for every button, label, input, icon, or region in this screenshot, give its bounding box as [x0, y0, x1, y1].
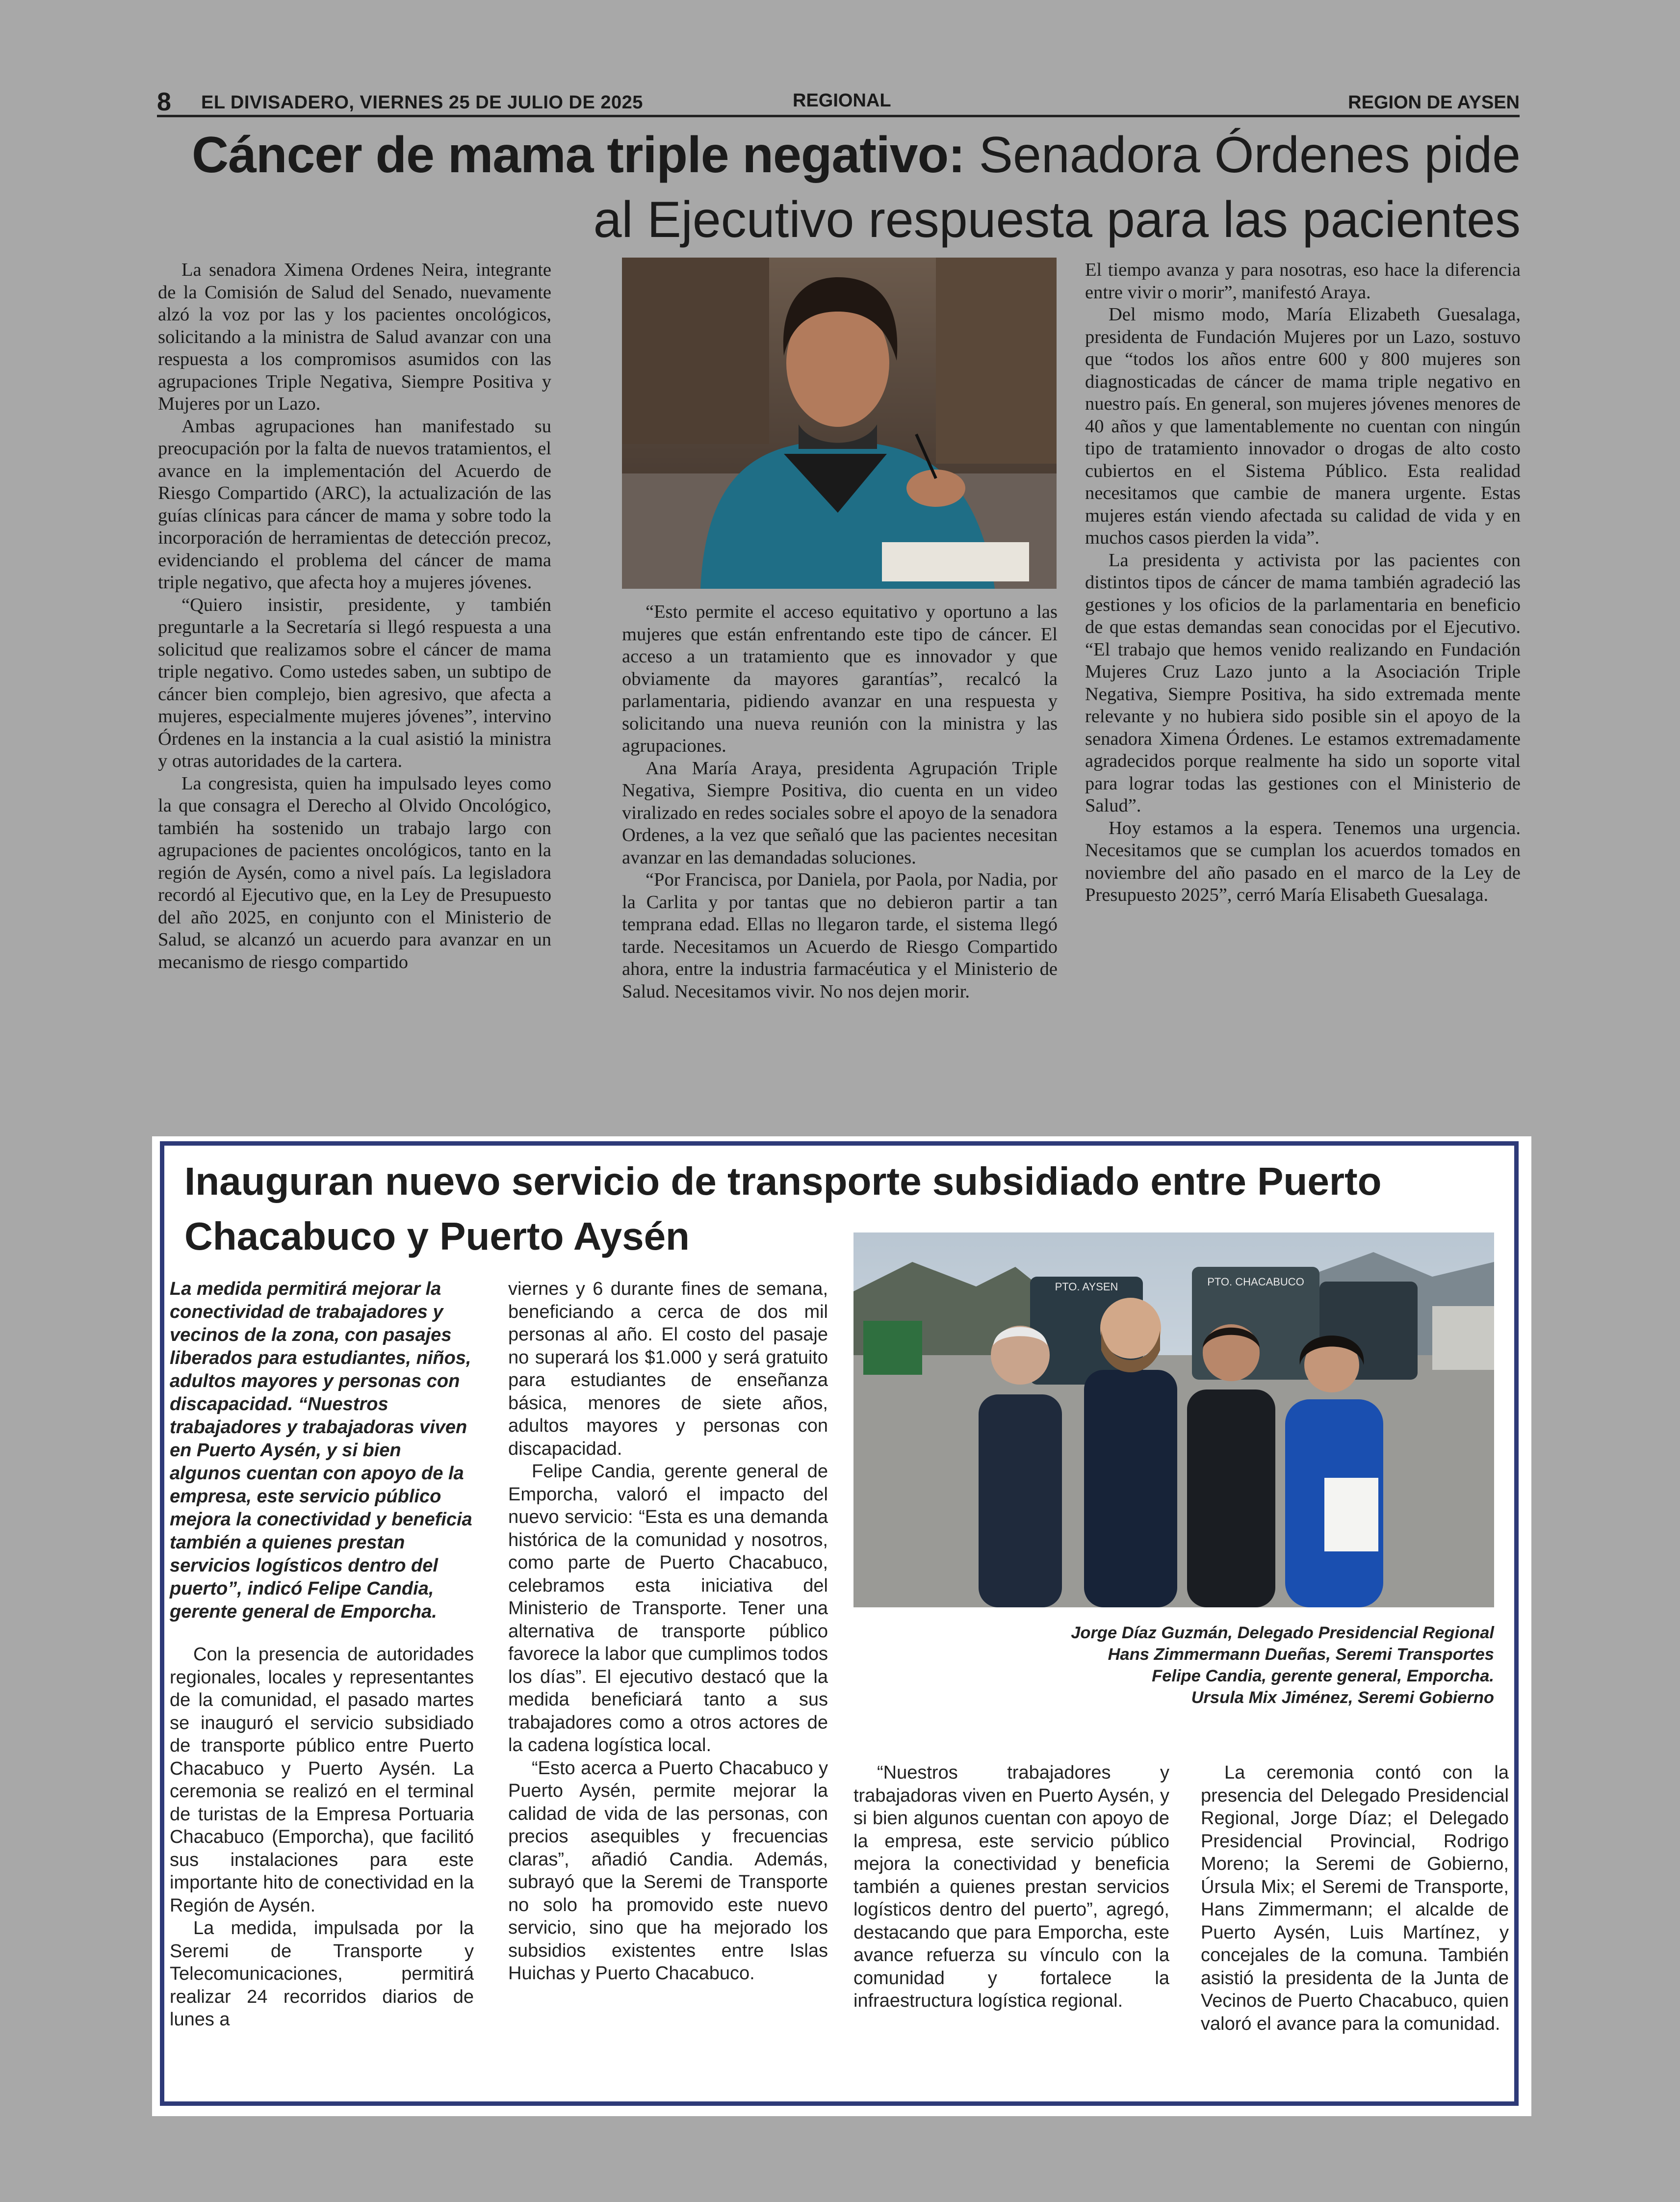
senator-photo: [622, 258, 1057, 589]
photo-caption: [853, 1622, 1494, 1708]
article1-column-1: [158, 259, 551, 973]
article2-column-1: [170, 1278, 474, 2031]
paragraph: Ambas agrupaciones han manifestado su preocupación por la falta de nuevos tratamientos, el avance en la implementación del Acuerdo de Riesgo Compartido (ARC), la actualización de las guías clínicas para cáncer de mama y sobre todo la incorporación de herramientas de detección precoz, evidenciando el problema del cáncer de mama triple negativo, que afecta hoy a mujeres jóvenes.: [158, 416, 551, 593]
paragraph: La medida, impulsada por la Seremi de Transporte y Telecomunicaciones, permitirá realizar 24 recorridos diarios de lunes a: [170, 1918, 474, 2030]
paragraph: “Por Francisca, por Daniela, por Paola, por Nadia, por la Carlita y por tantas que no debieron partir a tan temprana edad. Ellas no llegaron tarde, el sistema llegó tarde. Necesitamos un Acuerdo de Riesgo Compartido ahora, entre la industria farmacéutica y el Ministerio de Salud. Necesitamos vivir. No nos dejen morir.: [622, 869, 1058, 1002]
caption-line: Hans Zimmermann Dueñas, Seremi Transportes: [1108, 1645, 1494, 1664]
paragraph: El tiempo avanza y para nosotras, eso hace la diferencia entre vivir o morir”, manifestó Araya.: [1085, 260, 1521, 303]
inauguration-photo-illustration: [853, 1232, 1494, 1607]
paragraph: Con la presencia de autoridades regionales, locales y representantes de la comunidad, el pasado martes se inauguró el servicio subsidiado de transporte público entre Puerto Chacabuco y Puerto Aysén. La ceremonia se realizó en el terminal de turistas de la Empresa Portuaria Chacabuco (Emporcha), que facilitó sus instalaciones para este importante hito de conectividad en la Región de Aysén.: [170, 1644, 474, 1916]
article1-headline-rest: Senadora Órdenes pide al Ejecutivo respuesta para las pacientes: [593, 127, 1521, 248]
paragraph: viernes y 6 durante fines de semana, beneficiando a cerca de dos mil personas al año. El costo del pasaje no superará los $1.000 y será gratuito para estudiantes de enseñanza básica, menores de siete años, adultos mayores y personas con discapacidad.: [508, 1279, 828, 1459]
paragraph: Felipe Candia, gerente general de Emporcha, valoró el impacto del nuevo servicio: “Esta es una demanda histórica de la comunidad y nosotros, como parte de Puerto Chacabuco, celebramos esta iniciativa del Ministerio de Transporte. Tener una alternativa de transporte público favorece la labor que cumplimos todos los días”. El ejecutivo destacó que la medida beneficiará tanto a sus trabajadores como a otros actores de la cadena logística local.: [508, 1461, 828, 1756]
article2-headline: Inauguran nuevo servicio de transporte subsidiado entre Puerto Chacabuco y Puerto Aysén: [184, 1159, 1382, 1258]
paragraph: “Esto acerca a Puerto Chacabuco y Puerto Aysén, permite mejorar la calidad de vida de las personas, con precios asequibles y frecuencias claras”, añadió Candia. Además, subrayó que la Seremi de Transporte no solo ha promovido este nuevo servicio, sino que ha mejorado los subsidios existentes entre Islas Huichas y Puerto Chacabuco.: [508, 1757, 828, 1984]
paragraph: La presidenta y activista por las pacientes con distintos tipos de cáncer de mama también agradeció las gestiones y los oficios de la parlamentaria en beneficio de que estas demandas sean conocidas por el Ejecutivo. “El trabajo que hemos venido realizando en Fundación Mujeres Cruz Lazo junto a la Asociación Triple Negativa, Siempre Positiva, ha sido extremada mente relevante y no hubiera sido posible sin el apoyo de la senadora Ximena Órdenes. Le estamos extremadamente agradecidos porque realmente ha sido un soporte vital para lograr todas las gestiones con el Ministerio de Salud”.: [1085, 550, 1521, 816]
senator-photo-illustration: [622, 258, 1057, 589]
section-name: REGIONAL: [793, 90, 891, 111]
paragraph: Hoy estamos a la espera. Tenemos una urgencia. Necesitamos que se cumplan los acuerdos tomados en noviembre del año pasado en el marco de la Ley de Presupuesto 2025”, cerró María Elisabeth Guesalaga.: [1085, 817, 1521, 905]
inauguration-photo: [853, 1232, 1494, 1607]
article2-lead: La medida permitirá mejorar la conectividad de trabajadores y vecinos de la zona, con pasajes liberados para estudiantes, niños, adultos mayores y personas con discapacidad. “Nuestros trabajadores y trabajadoras viven en Puerto Aysén, y si bien algunos cuentan con apoyo de la empresa, este servicio público mejora la conectividad y beneficia también a quienes prestan servicios logísticos dentro del puerto”, indicó Felipe Candia, gerente general de Emporcha.: [170, 1279, 472, 1622]
paragraph: La ceremonia contó con la presencia del Delegado Presidencial Regional, Jorge Díaz; el Delegado Presidencial Provincial, Rodrigo Moreno; la Seremi de Gobierno, Úrsula Mix; el Seremi de Transporte, Hans Zimmermann; el alcalde de Puerto Aysén, Luis Martínez, y concejales de la comuna. También asistió la presidenta de la Junta de Vecinos de Puerto Chacabuco, quien valoró el avance para la comunidad.: [1201, 1762, 1509, 2034]
paragraph: “Quiero insistir, presidente, y también preguntarle a la Secretaría si llegó respuesta a una solicitud que realizamos sobre el cáncer de mama triple negativo. Como ustedes saben, un subtipo de cáncer bien complejo, bien agresivo, que afecta a mujeres, especialmente mujeres jóvenes”, intervino Órdenes en la instancia a la cual asistió la ministra y otras autoridades de la cartera.: [158, 594, 551, 771]
paragraph: La congresista, quien ha impulsado leyes como la que consagra el Derecho al Olvido Oncológico, también ha sostenido un trabajo largo con agrupaciones de pacientes oncológicos, tanto en la región de Aysén, como a nivel país. La legisladora recordó al Ejecutivo que, en la Ley de Presupuesto del año 2025, en conjunto con el Ministerio de Salud, se alcanzó un acuerdo para avanzar en un mecanismo de riesgo compartido: [158, 773, 551, 972]
article1-column-3: [1085, 259, 1521, 907]
article1-column-2: [622, 601, 1058, 1003]
article2-column-4: [1201, 1761, 1509, 2035]
paragraph: La senadora Ximena Ordenes Neira, integrante de la Comisión de Salud del Senado, nuevamente alzó la voz por las y los pacientes oncológicos, solicitando a la ministra de Salud avanzar con una respuesta a los compromisos asumidos con las agrupaciones Triple Negativa, Siempre Positiva y Mujeres por un Lazo.: [158, 260, 551, 414]
article1-headline-bold: Cáncer de mama triple negativo:: [192, 127, 965, 184]
article2-column-2: [508, 1278, 828, 1985]
region-name: REGION DE AYSEN: [1348, 92, 1520, 113]
page-number: 8: [157, 88, 171, 116]
caption-line: Felipe Candia, gerente general, Emporcha.: [1152, 1667, 1494, 1685]
bus-sign-right: PTO. CHACABUCO: [1207, 1276, 1304, 1288]
page-header: [157, 87, 1520, 117]
paragraph: Del mismo modo, María Elizabeth Guesalaga, presidenta de Fundación Mujeres por un Lazo, sostuvo que “todos los años entre 600 y 800 mujeres son diagnosticadas de cáncer de mama triple negativo en nuestro país. En general, son mujeres jóvenes menores de 40 años y que lamentablemente no cuentan con ningún tipo de tratamiento innovador o drogas de alto costo cubiertos en el Sistema Público. Esta realidad necesitamos que cambie de manera urgente. Estas mujeres están viendo afectada su calidad de vida y en muchos casos pierden la vida”.: [1085, 304, 1521, 548]
paragraph: “Esto permite el acceso equitativo y oportuno a las mujeres que están enfrentando este tipo de cáncer. El acceso a un tratamiento que es innovador y que obviamente da mayores garantías”, recalcó la parlamentaria, pidiendo avanzar en una respuesta y solicitando una nueva reunión con la ministra y las agrupaciones.: [622, 602, 1058, 756]
paragraph: Ana María Araya, presidenta Agrupación Triple Negativa, Siempre Positiva, dio cuenta en un video viralizado en redes sociales sobre el apoyo de la senadora Ordenes, a la vez que señaló que las pacientes necesitan avanzar en las demandadas soluciones.: [622, 758, 1058, 868]
publication-date: EL DIVISADERO, VIERNES 25 DE JULIO DE 2025: [201, 92, 643, 113]
article2-column-3: [853, 1761, 1169, 2013]
article1-headline: [177, 123, 1521, 252]
caption-line: Jorge Díaz Guzmán, Delegado Presidencial Regional: [1071, 1624, 1494, 1642]
caption-line: Ursula Mix Jiménez, Seremi Gobierno: [1191, 1688, 1494, 1707]
bus-sign-left: PTO. AYSEN: [1055, 1281, 1118, 1293]
paragraph: “Nuestros trabajadores y trabajadoras viven en Puerto Aysén, y si bien algunos cuentan con apoyo de la empresa, este servicio público mejora la conectividad y beneficia también a quienes prestan servicios logísticos dentro del puerto”, agregó, destacando que para Emporcha, este avance refuerza su vínculo con la comunidad y fortalece la infraestructura logística regional.: [853, 1762, 1169, 2011]
